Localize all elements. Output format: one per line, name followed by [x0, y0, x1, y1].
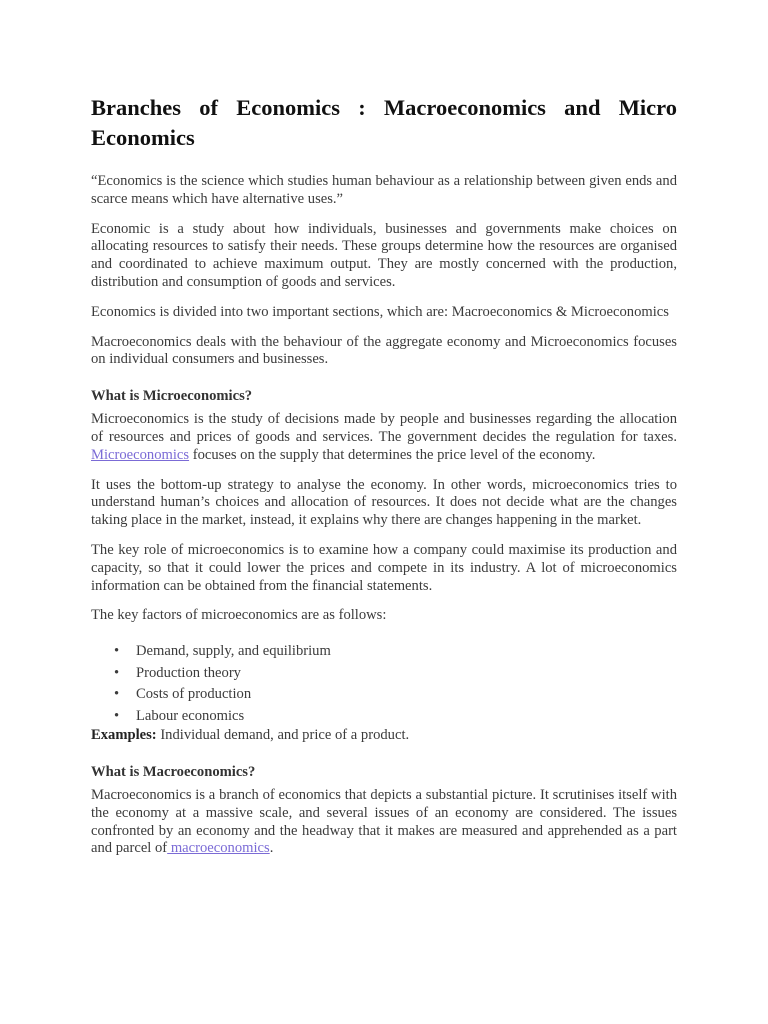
microeconomics-paragraph-2: It uses the bottom-up strategy to analyse the economy. In other words, microeconomics tries to understand human’s choices and allocation of resources. It does not decide what are the changes taking place in the market, instead, it explains why there are changes happening in the market.	[91, 476, 677, 529]
examples-paragraph	[91, 727, 677, 745]
microeconomics-paragraph-1	[91, 411, 677, 464]
key-factors-intro: The key factors of microeconomics are as follows:	[91, 607, 387, 624]
deals-paragraph: Macroeconomics deals with the behaviour of the aggregate economy and Microeconomics focuses on individual consumers and businesses.	[91, 333, 677, 368]
bullet-icon: •	[114, 686, 120, 703]
list-item-text: Demand, supply, and equilibrium	[136, 643, 331, 660]
list-item-text: Labour economics	[136, 707, 245, 724]
list-item	[114, 684, 677, 706]
bullet-icon: •	[114, 664, 120, 681]
key-factors-list	[91, 641, 677, 727]
macro-p1-text: Macroeconomics is a branch of economics that depicts a substantial picture. It scrutinises itself with the economy at a massive scale, and several issues of an economy are considered. The issues confronted by an economy and the headway that it makes are measured and apprehended as a part and parcel of	[91, 786, 677, 857]
list-item	[114, 663, 677, 685]
division-paragraph: Economics is divided into two important sections, which are: Macroeconomics & Microeconomics	[91, 303, 669, 320]
macroeconomics-heading: What is Macroeconomics?	[91, 763, 256, 780]
micro-p1-text: Microeconomics is the study of decisions made by people and businesses regarding the allocation of resources and prices of goods and services. The government decides the regulation for taxes.	[91, 411, 677, 445]
list-item	[114, 706, 677, 728]
microeconomics-paragraph-3: The key role of microeconomics is to examine how a company could maximise its production and capacity, so that it could lower the prices and compete in its industry. A lot of microeconomics information can be obtained from the financial statements.	[91, 541, 677, 594]
macroeconomics-link[interactable]: macroeconomics	[167, 840, 270, 857]
micro-p1-text-after: focuses on the supply that determines the price level of the economy.	[189, 446, 596, 463]
quote-paragraph: “Economics is the science which studies human behaviour as a relationship between given ends and scarce means which have alternative uses.”	[91, 173, 677, 207]
bullet-icon: •	[114, 643, 120, 660]
page-title: Branches of Economics : Macroeconomics and Micro Economics	[91, 95, 677, 150]
macroeconomics-paragraph-1	[91, 787, 677, 858]
list-item	[114, 641, 677, 663]
examples-text: Individual demand, and price of a product.	[156, 727, 410, 744]
examples-label: Examples:	[91, 727, 157, 744]
microeconomics-link[interactable]: Microeconomics	[91, 446, 190, 463]
macro-p1-text-after: .	[269, 840, 274, 857]
microeconomics-heading: What is Microeconomics?	[91, 388, 253, 405]
bullet-icon: •	[114, 707, 120, 724]
intro-paragraph: Economic is a study about how individuals, businesses and governments make choices on allocating resources to satisfy their needs. These groups determine how the resources are organised and coordinated to achieve maximum output. They are mostly concerned with the production, distribution and consumption of goods and services.	[91, 220, 677, 290]
list-item-text: Costs of production	[136, 686, 252, 703]
list-item-text: Production theory	[136, 664, 241, 681]
